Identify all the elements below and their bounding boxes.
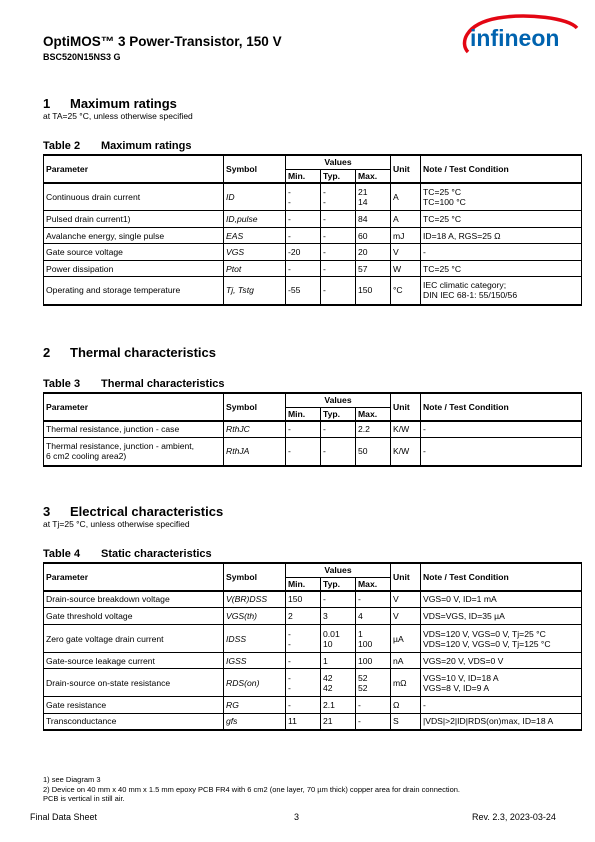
min-cell: - [286,261,321,277]
unit-cell: A [391,183,421,211]
symbol-cell: RthJC [224,421,286,438]
unit-cell: K/W [391,438,421,466]
symbol-cell: ID [224,183,286,211]
table-row [44,421,582,438]
min-cell: 11 [286,714,321,730]
symbol-cell: Tj, Tstg [224,277,286,305]
symbol-cell: RG [224,697,286,714]
table-2-caption [43,140,191,152]
unit-cell: °C [391,277,421,305]
section-number: 3 [43,504,51,519]
max-cell: 57 [356,261,391,277]
footer-revision: Rev. 2.3, 2023-03-24 [472,812,556,822]
table-row [44,653,582,669]
typ-cell: - [321,591,356,608]
symbol-cell: V(BR)DSS [224,591,286,608]
document-title: OptiMOS™ 3 Power-Transistor, 150 V [43,34,282,49]
header-note: Note / Test Condition [421,393,582,421]
static-characteristics-table [43,562,582,731]
header-symbol: Symbol [224,563,286,591]
min-cell: -55 [286,277,321,305]
unit-cell: V [391,608,421,625]
max-cell: - [356,714,391,730]
header-min: Min. [286,407,321,421]
note-cell: ID=18 A, RGS=25 Ω [421,228,582,244]
header-max: Max. [356,577,391,591]
header-note: Note / Test Condition [421,155,582,183]
parameter-cell: Drain-source on-state resistance [44,669,224,697]
header-symbol: Symbol [224,155,286,183]
header-typ: Typ. [321,577,356,591]
parameter-cell: Thermal resistance, junction - case [44,421,224,438]
max-cell: 60 [356,228,391,244]
table-row [44,211,582,228]
logo-text: infineon [470,25,560,51]
min-cell: 2 [286,608,321,625]
maximum-ratings-table [43,154,582,306]
max-cell: 1 100 [356,625,391,653]
section-number: 2 [43,345,51,360]
table-title: Maximum ratings [101,140,192,152]
section-2-heading [43,345,216,360]
symbol-cell: Ptot [224,261,286,277]
section-3-heading [43,504,223,519]
min-cell: - [286,653,321,669]
header-typ: Typ. [321,169,356,183]
unit-cell: µA [391,625,421,653]
typ-cell: - [321,261,356,277]
min-cell: - [286,228,321,244]
min-cell: 150 [286,591,321,608]
note-cell: IEC climatic category; DIN IEC 68-1: 55/150/56 [421,277,582,305]
unit-cell: V [391,244,421,261]
typ-cell: - [321,228,356,244]
header-parameter: Parameter [44,155,224,183]
note-cell: VGS=10 V, ID=18 A VGS=8 V, ID=9 A [421,669,582,697]
max-cell: 150 [356,277,391,305]
footer-page-number: 3 [294,812,300,822]
header-symbol: Symbol [224,393,286,421]
symbol-cell: gfs [224,714,286,730]
parameter-cell: Continuous drain current [44,183,224,211]
table-3-caption [43,378,225,390]
symbol-cell: RDS(on) [224,669,286,697]
max-cell: - [356,591,391,608]
unit-cell: S [391,714,421,730]
table-row [44,697,582,714]
unit-cell: K/W [391,421,421,438]
part-number: BSC520N15NS3 G [43,52,121,62]
typ-cell: 0.01 10 [321,625,356,653]
min-cell: - [286,438,321,466]
typ-cell: 2.1 [321,697,356,714]
typ-cell: 1 [321,653,356,669]
parameter-cell: Avalanche energy, single pulse [44,228,224,244]
parameter-cell: Power dissipation [44,261,224,277]
typ-cell: - [321,421,356,438]
section-title: Maximum ratings [70,96,177,111]
table-header-row [44,393,582,407]
parameter-cell: Drain-source breakdown voltage [44,591,224,608]
max-cell: 4 [356,608,391,625]
max-cell: 52 52 [356,669,391,697]
parameter-cell: Gate source voltage [44,244,224,261]
section-title: Electrical characteristics [70,504,224,519]
min-cell: - [286,421,321,438]
typ-cell: - [321,438,356,466]
symbol-cell: IDSS [224,625,286,653]
footnote-1: 1) see Diagram 3 [43,775,101,784]
table-number: Table 2 [43,140,81,152]
table-number: Table 3 [43,378,81,390]
parameter-cell: Transconductance [44,714,224,730]
typ-cell: - [321,211,356,228]
table-row [44,714,582,730]
max-cell: 84 [356,211,391,228]
unit-cell: mΩ [391,669,421,697]
note-cell: VGS=0 V, ID=1 mA [421,591,582,608]
header-note: Note / Test Condition [421,563,582,591]
table-number: Table 4 [43,548,81,560]
note-cell: - [421,244,582,261]
typ-cell: - - [321,183,356,211]
table-row [44,438,582,466]
section-title: Thermal characteristics [70,345,216,360]
header-typ: Typ. [321,407,356,421]
table-row [44,669,582,697]
unit-cell: V [391,591,421,608]
parameter-cell: Operating and storage temperature [44,277,224,305]
header-max: Max. [356,407,391,421]
unit-cell: W [391,261,421,277]
note-cell: - [421,421,582,438]
min-cell: - - [286,183,321,211]
min-cell: - [286,697,321,714]
table-header-row [44,563,582,577]
note-cell: - [421,697,582,714]
table-row [44,277,582,305]
header-parameter: Parameter [44,393,224,421]
table-title: Thermal characteristics [101,378,225,390]
unit-cell: nA [391,653,421,669]
table-row [44,608,582,625]
section-1-condition: at TA=25 °C, unless otherwise specified [43,111,193,121]
typ-cell: 21 [321,714,356,730]
header-unit: Unit [391,155,421,183]
thermal-characteristics-table [43,392,582,467]
note-cell: |VDS|>2|ID|RDS(on)max, ID=18 A [421,714,582,730]
note-cell: VDS=120 V, VGS=0 V, Tj=25 °C VDS=120 V, VGS=0 V, Tj=125 °C [421,625,582,653]
parameter-cell: Zero gate voltage drain current [44,625,224,653]
note-cell: - [421,438,582,466]
note-cell: VDS=VGS, ID=35 µA [421,608,582,625]
section-3-condition: at Tj=25 °C, unless otherwise specified [43,519,190,529]
table-row [44,244,582,261]
typ-cell: - [321,277,356,305]
table-header-row [44,155,582,169]
header-values: Values [286,393,391,407]
header-values: Values [286,155,391,169]
table-row [44,183,582,211]
table-row [44,228,582,244]
symbol-cell: IGSS [224,653,286,669]
max-cell: 21 14 [356,183,391,211]
max-cell: 20 [356,244,391,261]
section-1-heading [43,96,177,111]
parameter-cell: Thermal resistance, junction - ambient, 6 cm2 cooling area2) [44,438,224,466]
parameter-cell: Gate threshold voltage [44,608,224,625]
note-cell: VGS=20 V, VDS=0 V [421,653,582,669]
table-title: Static characteristics [101,548,212,560]
section-number: 1 [43,96,51,111]
max-cell: 50 [356,438,391,466]
header-unit: Unit [391,563,421,591]
symbol-cell: ID,pulse [224,211,286,228]
unit-cell: A [391,211,421,228]
table-row [44,261,582,277]
max-cell: 2.2 [356,421,391,438]
note-cell: TC=25 °C TC=100 °C [421,183,582,211]
table-row [44,591,582,608]
max-cell: - [356,697,391,714]
unit-cell: Ω [391,697,421,714]
symbol-cell: VGS(th) [224,608,286,625]
unit-cell: mJ [391,228,421,244]
parameter-cell: Pulsed drain current1) [44,211,224,228]
min-cell: - - [286,625,321,653]
infineon-logo [458,14,580,58]
typ-cell: 3 [321,608,356,625]
typ-cell: 42 42 [321,669,356,697]
footnote-2: 2) Device on 40 mm x 40 mm x 1.5 mm epoxy PCB FR4 with 6 cm2 (one layer, 70 µm thick) copper area for drain connection. PCB is vertical in still air. [43,785,460,803]
header-unit: Unit [391,393,421,421]
header-min: Min. [286,577,321,591]
header-max: Max. [356,169,391,183]
note-cell: TC=25 °C [421,211,582,228]
header-parameter: Parameter [44,563,224,591]
table-4-caption [43,548,212,560]
min-cell: - [286,211,321,228]
symbol-cell: VGS [224,244,286,261]
min-cell: - - [286,669,321,697]
table-row [44,625,582,653]
symbol-cell: RthJA [224,438,286,466]
parameter-cell: Gate resistance [44,697,224,714]
note-cell: TC=25 °C [421,261,582,277]
footer-doc-type: Final Data Sheet [30,812,98,822]
max-cell: 100 [356,653,391,669]
parameter-cell: Gate-source leakage current [44,653,224,669]
header-values: Values [286,563,391,577]
header-min: Min. [286,169,321,183]
symbol-cell: EAS [224,228,286,244]
min-cell: -20 [286,244,321,261]
typ-cell: - [321,244,356,261]
